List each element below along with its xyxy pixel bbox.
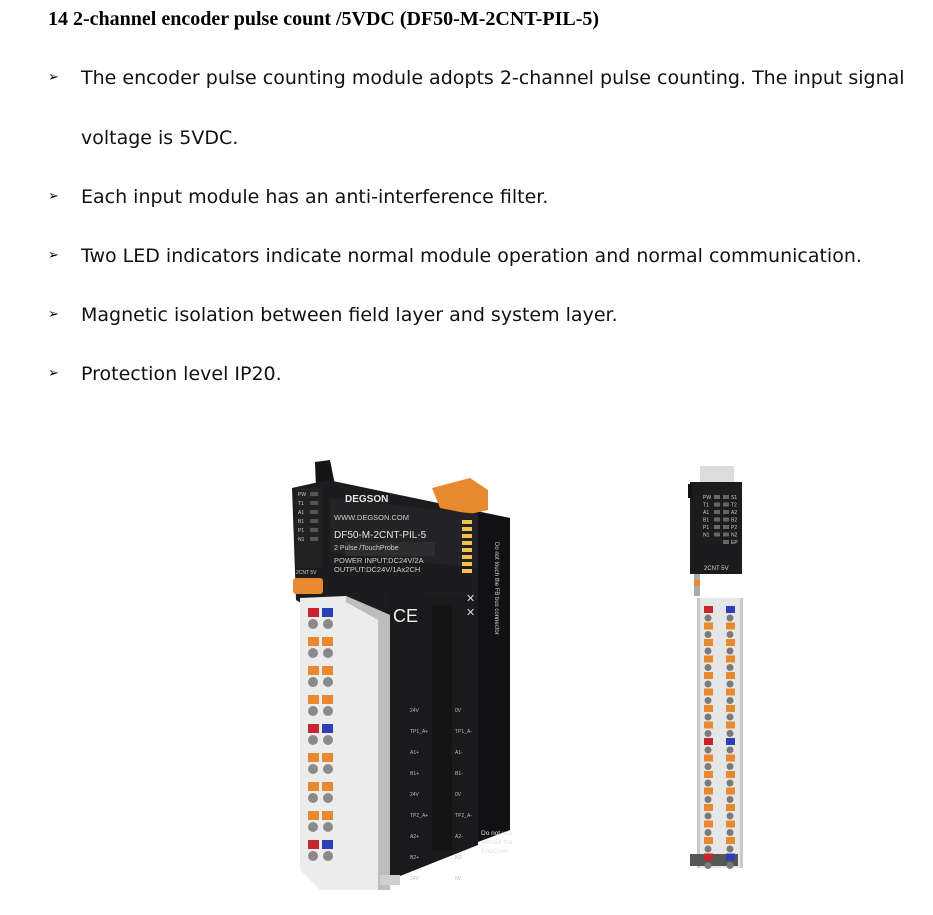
terminal-hole xyxy=(308,648,318,658)
terminal-lever xyxy=(322,666,333,675)
led-indicator xyxy=(310,537,318,541)
terminal-lever xyxy=(726,722,735,729)
terminal-label: TP2_A+ xyxy=(410,813,429,819)
terminal-hole xyxy=(323,822,333,832)
terminal-lever xyxy=(322,608,333,617)
terminal-lever xyxy=(704,788,713,795)
bullet-text: Two LED indicators indicate normal module operation and normal communication. xyxy=(81,245,862,267)
terminal-lever xyxy=(704,705,713,712)
terminal-lever xyxy=(322,695,333,704)
terminal-hole xyxy=(727,697,734,704)
led-label: N2 xyxy=(731,532,738,539)
terminal-lever xyxy=(726,854,735,861)
led-indicator xyxy=(714,503,720,507)
status-led xyxy=(462,555,472,559)
terminal-hole xyxy=(705,714,712,721)
terminal-hole xyxy=(323,735,333,745)
brand-logo-text: DEGSON xyxy=(345,494,389,505)
bullet-text: The encoder pulse counting module adopts 2-channel pulse counting. The input signal xyxy=(81,67,905,89)
led-indicator xyxy=(714,533,720,537)
terminal-hole xyxy=(705,763,712,770)
endcover-note-3: EndCover xyxy=(481,848,510,855)
terminal-lever xyxy=(308,811,319,820)
output-label: OUTPUT:DC24V/1Ax2CH xyxy=(334,565,421,574)
led-label: T1 xyxy=(298,501,304,507)
terminal-label: 24V xyxy=(410,876,419,882)
terminal-hole xyxy=(727,664,734,671)
terminal-lever xyxy=(726,755,735,762)
terminal-lever xyxy=(322,637,333,646)
terminal-hole xyxy=(308,851,318,861)
led-indicator xyxy=(714,518,720,522)
terminal-hole xyxy=(727,648,734,655)
terminal-label: 24V xyxy=(410,708,419,714)
terminal-lever xyxy=(308,840,319,849)
terminal-lever xyxy=(704,722,713,729)
terminal-label: B2- xyxy=(455,855,463,861)
led-indicator xyxy=(723,525,729,529)
terminal-label: 24V xyxy=(410,792,419,798)
terminal-lever xyxy=(726,837,735,844)
terminal-hole xyxy=(705,829,712,836)
terminal-hole xyxy=(727,615,734,622)
led-label: PW xyxy=(703,495,712,501)
terminal-hole xyxy=(705,862,712,869)
led-label: P1 xyxy=(703,525,710,531)
terminal-hole xyxy=(705,780,712,787)
led-label: N1 xyxy=(703,532,710,539)
led-indicator xyxy=(310,510,318,514)
terminal-hole xyxy=(323,706,333,716)
terminal-lever xyxy=(726,689,735,696)
arrow-bullet-icon: ➢ xyxy=(48,70,59,85)
terminal-lever xyxy=(704,689,713,696)
terminal-lever xyxy=(322,811,333,820)
terminal-hole xyxy=(727,730,734,737)
terminal-hole xyxy=(705,648,712,655)
led-indicator xyxy=(723,518,729,522)
led-indicator xyxy=(310,492,318,496)
terminal-hole xyxy=(323,793,333,803)
product-figure xyxy=(0,450,933,915)
terminal-lever xyxy=(308,666,319,675)
terminal-lever xyxy=(308,637,319,646)
terminal-hole xyxy=(308,619,318,629)
svg-text:✕: ✕ xyxy=(466,593,476,605)
led-indicator xyxy=(310,501,318,505)
terminal-hole xyxy=(308,764,318,774)
terminal-hole xyxy=(727,829,734,836)
terminal-lever xyxy=(704,639,713,646)
terminal-hole xyxy=(705,631,712,638)
terminal-lever xyxy=(726,623,735,630)
terminal-lever xyxy=(726,804,735,811)
led-label: T1 xyxy=(703,502,709,509)
terminal-hole xyxy=(323,764,333,774)
terminal-hole xyxy=(727,813,734,820)
module-front-image xyxy=(292,460,513,890)
led-indicator xyxy=(723,510,729,514)
website-label: WWW.DEGSON.COM xyxy=(334,513,409,522)
terminal-hole xyxy=(727,796,734,803)
terminal-label: TP1_A- xyxy=(455,729,472,735)
status-led xyxy=(462,541,472,545)
terminal-hole xyxy=(727,714,734,721)
status-led xyxy=(462,520,472,524)
terminal-hole xyxy=(705,796,712,803)
terminal-hole xyxy=(727,631,734,638)
terminal-lever xyxy=(308,724,319,733)
power-label: POWER INPUT:DC24V/2A xyxy=(334,556,424,565)
terminal-hole xyxy=(705,846,712,853)
status-led xyxy=(462,562,472,566)
terminal-hole xyxy=(308,735,318,745)
terminal-lever xyxy=(726,672,735,679)
bullet-text: voltage is 5VDC. xyxy=(81,127,239,149)
terminal-lever xyxy=(704,656,713,663)
terminal-hole xyxy=(727,763,734,770)
led-label: N1 xyxy=(298,537,305,543)
arrow-bullet-icon: ➢ xyxy=(48,248,59,263)
ce-mark: CE xyxy=(393,606,419,626)
terminal-hole xyxy=(705,730,712,737)
led-label: A1 xyxy=(298,510,305,516)
module-side-image xyxy=(688,466,743,869)
terminal-hole xyxy=(705,697,712,704)
terminal-lever xyxy=(726,788,735,795)
terminal-hole xyxy=(705,747,712,754)
led-indicator xyxy=(714,495,720,499)
led-indicator xyxy=(723,495,729,499)
led-label: P2 xyxy=(731,525,738,531)
svg-text:✕: ✕ xyxy=(466,607,476,619)
terminal-hole xyxy=(727,681,734,688)
terminal-hole xyxy=(727,846,734,853)
terminal-lever xyxy=(322,782,333,791)
led-label: S1 xyxy=(731,495,738,501)
terminal-lever xyxy=(704,837,713,844)
terminal-hole xyxy=(727,747,734,754)
led-indicator xyxy=(714,510,720,514)
terminal-hole xyxy=(705,681,712,688)
terminal-hole xyxy=(705,615,712,622)
terminal-hole xyxy=(308,822,318,832)
terminal-label: A2+ xyxy=(410,834,420,840)
led-label: A2 xyxy=(731,510,738,516)
terminal-label: TP1_A+ xyxy=(410,729,429,735)
subtitle-label: 2 Pulse /TouchProbe xyxy=(334,545,399,552)
status-led xyxy=(462,569,472,573)
terminal-label: TP2_A- xyxy=(455,813,472,819)
terminal-lever xyxy=(704,623,713,630)
terminal-label: A2- xyxy=(455,834,463,840)
terminal-label: 0V xyxy=(455,876,462,882)
section-title: 14 2-channel encoder pulse count /5VDC (DF50-M-2CNT-PIL-5) xyxy=(48,8,600,30)
terminal-lever xyxy=(726,606,735,613)
terminal-hole xyxy=(727,780,734,787)
terminal-lever xyxy=(726,656,735,663)
terminal-lever xyxy=(308,695,319,704)
led-indicator xyxy=(723,503,729,507)
terminal-lever xyxy=(704,821,713,828)
terminal-hole xyxy=(323,851,333,861)
terminal-lever xyxy=(726,771,735,778)
terminal-lever xyxy=(322,724,333,733)
terminal-label: B2+ xyxy=(410,855,420,861)
terminal-lever xyxy=(308,753,319,762)
bullet-text: Protection level IP20. xyxy=(81,363,282,385)
terminal-label: B1+ xyxy=(410,771,420,777)
led-indicator xyxy=(723,533,729,537)
endcover-note-2: without the xyxy=(481,839,513,846)
status-led xyxy=(462,548,472,552)
led-label: P1 xyxy=(298,528,305,534)
arrow-bullet-icon: ➢ xyxy=(48,307,59,322)
terminal-lever xyxy=(704,672,713,679)
led-label: EP xyxy=(731,540,738,546)
terminal-lever xyxy=(322,840,333,849)
terminal-lever xyxy=(726,821,735,828)
terminal-lever xyxy=(308,782,319,791)
led-indicator xyxy=(310,528,318,532)
terminal-hole xyxy=(323,677,333,687)
terminal-lever xyxy=(726,705,735,712)
led-indicator xyxy=(723,540,729,544)
terminal-label: A1- xyxy=(455,750,463,756)
terminal-hole xyxy=(323,619,333,629)
terminal-label: 0V xyxy=(455,708,462,714)
led-label: A1 xyxy=(703,510,710,516)
terminal-lever xyxy=(704,738,713,745)
endcover-note-1: Do not use xyxy=(481,830,513,837)
terminal-label: A1+ xyxy=(410,750,420,756)
terminal-lever xyxy=(308,608,319,617)
terminal-lever xyxy=(704,606,713,613)
led-label: T2 xyxy=(731,502,737,509)
terminal-lever xyxy=(704,804,713,811)
terminal-hole xyxy=(727,862,734,869)
terminal-hole xyxy=(308,706,318,716)
bullet-text: Each input module has an anti-interference filter. xyxy=(81,186,549,208)
led-label: B2 xyxy=(731,517,738,524)
status-led xyxy=(462,534,472,538)
led-label: B1 xyxy=(703,517,710,524)
terminal-hole xyxy=(308,793,318,803)
side-bottom-label: 2CNT 5V xyxy=(704,566,729,572)
terminal-hole xyxy=(705,813,712,820)
side-label: 2CNT 5V xyxy=(296,570,317,576)
side-warning: Do not touch the FB bus connector xyxy=(493,542,499,635)
terminal-label: 0V xyxy=(455,792,462,798)
led-label: PW xyxy=(298,492,307,498)
led-indicator xyxy=(714,525,720,529)
led-indicator xyxy=(310,519,318,523)
arrow-bullet-icon: ➢ xyxy=(48,189,59,204)
terminal-hole xyxy=(323,648,333,658)
bullet-text: Magnetic isolation between field layer and system layer. xyxy=(81,304,618,326)
status-led xyxy=(462,527,472,531)
arrow-bullet-icon: ➢ xyxy=(48,366,59,381)
led-label: B1 xyxy=(298,519,305,525)
terminal-lever xyxy=(704,854,713,861)
terminal-label: B1- xyxy=(455,771,463,777)
terminal-lever xyxy=(322,753,333,762)
terminal-hole xyxy=(705,664,712,671)
terminal-hole xyxy=(308,677,318,687)
terminal-lever xyxy=(726,738,735,745)
model-label: DF50-M-2CNT-PIL-5 xyxy=(334,530,427,541)
terminal-lever xyxy=(726,639,735,646)
terminal-lever xyxy=(704,755,713,762)
terminal-lever xyxy=(704,771,713,778)
